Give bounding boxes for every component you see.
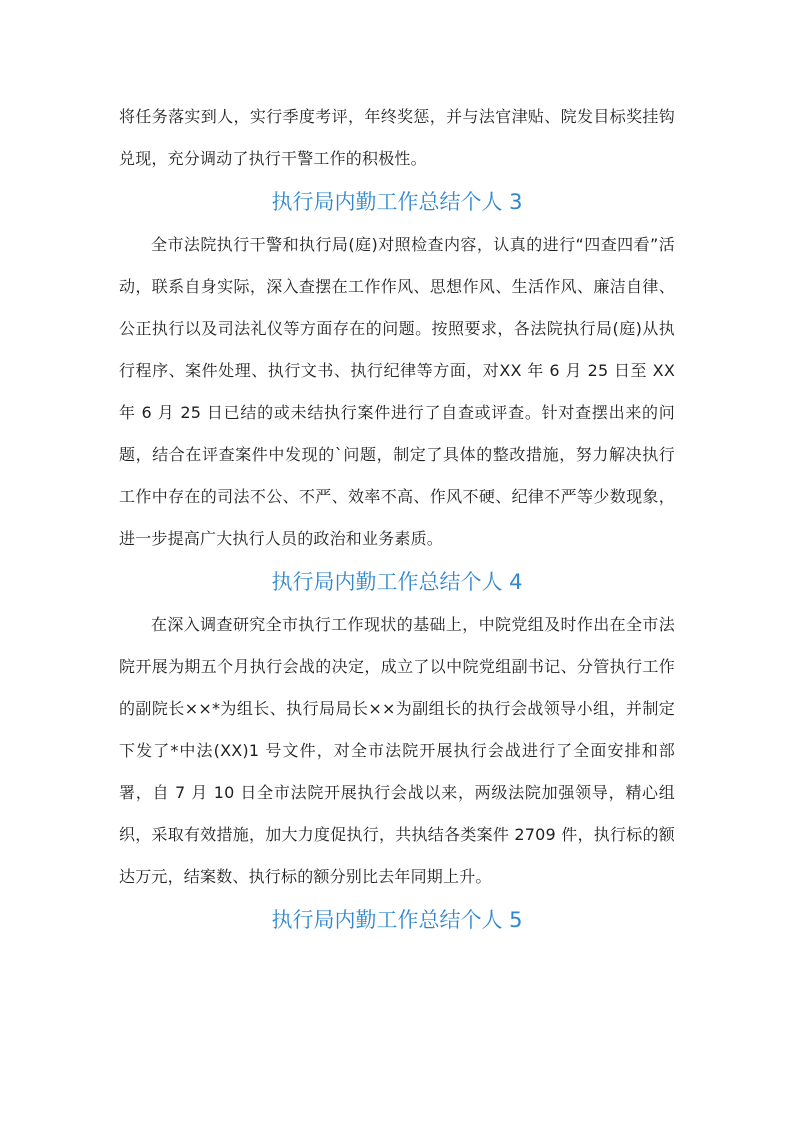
section-heading-5: 执行局内勤工作总结个人 5 [271,908,523,932]
section-body-4: 在深入调查研究全市执行工作现状的基础上，中院党组及时作出在全市法院开展为期五个月执行会战的决定，成立了以中院党组副书记、分管执行工作的副院长××*为组长、执行局局长××为副组长的执行会战领导小组，并制定下发了*中法(XX)1 号文件，对全市法院开展执行会战进行了全面安排和部署，自 7 月 10 日全市法院开展执行会战以来，两级法院加强领导，精心组织，采取有效措施，加大力度促执行，共执结各类案件 2709 件，执行标的额达万元，结案数、执行标的额分别比去年同期上升。 [119,615,675,886]
section-heading-4: 执行局内勤工作总结个人 4 [271,570,523,594]
document-content [119,96,675,942]
section-heading-3: 执行局内勤工作总结个人 3 [271,190,523,214]
section-body-3: 全市法院执行干警和执行局(庭)对照检查内容，认真的进行“四查四看”活动，联系自身实际，深入查摆在工作作风、思想作风、生活作风、廉洁自律、公正执行以及司法礼仪等方面存在的问题。按照要求，各法院执行局(庭)从执行程序、案件处理、执行文书、执行纪律等方面，对XX 年 6 月 25 日至 XX 年 6 月 25 日已结的或未结执行案件进行了自查或评查。针对查摆出来的问题，结合在评查案件中发现的`问题，制定了具体的整改措施，努力解决执行工作中存在的司法不公、不严、效率不高、作风不硬、纪律不严等少数现象，进一步提高广大执行人员的政治和业务素质。 [119,235,675,548]
intro-paragraph: 将任务落实到人，实行季度考评，年终奖惩，并与法官津贴、院发目标奖挂钩兑现，充分调动了执行干警工作的积极性。 [119,107,675,168]
